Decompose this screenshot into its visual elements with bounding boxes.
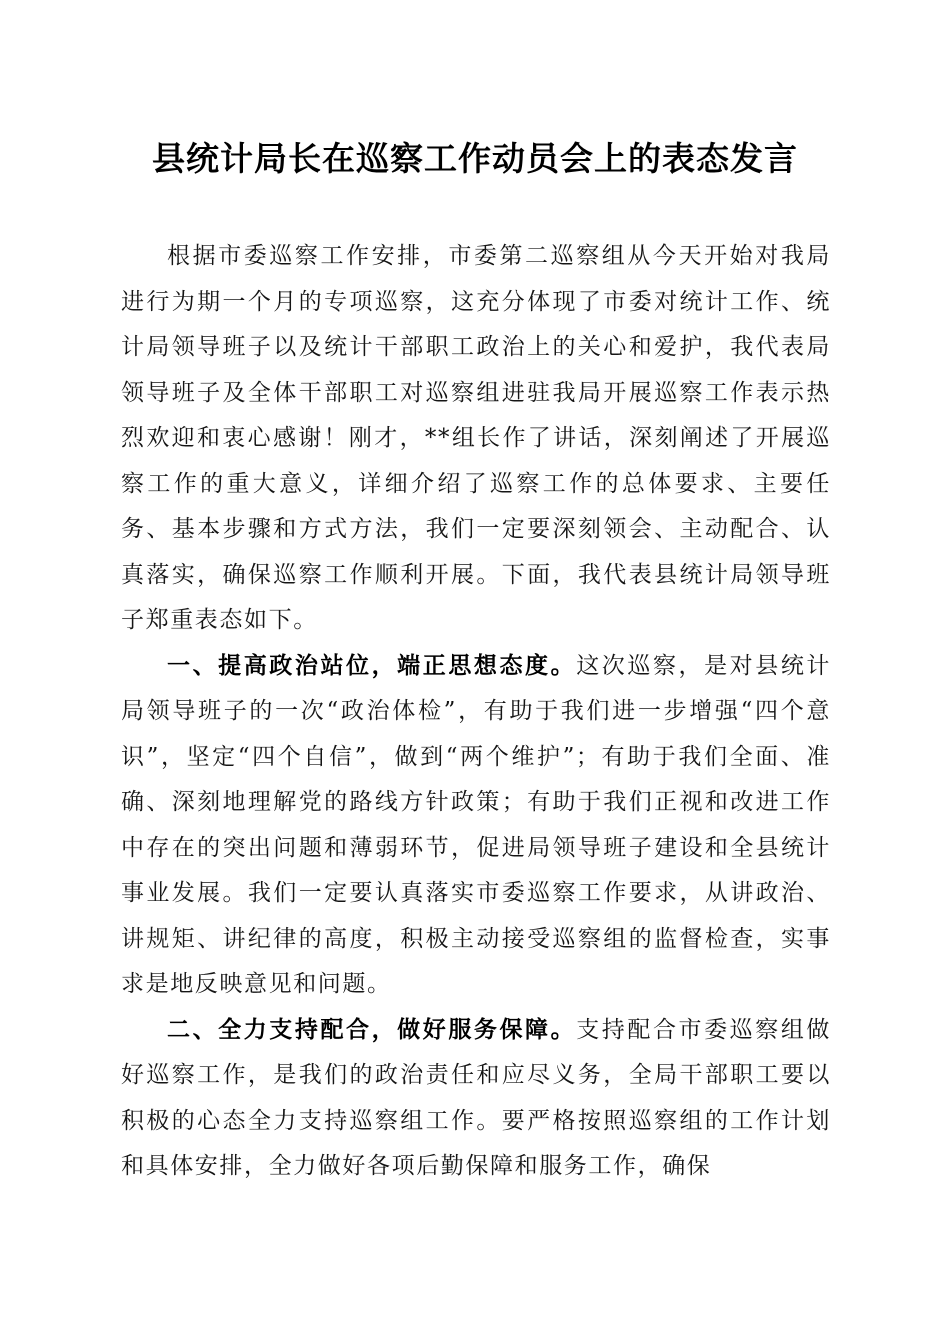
document-title: 县统计局长在巡察工作动员会上的表态发言: [152, 139, 798, 178]
intro-paragraph: [121, 234, 831, 644]
section-one-heading: 一、提高政治站位，端正思想态度。: [167, 652, 577, 679]
intro-paragraph-text: 根据市委巡察工作安排，市委第二巡察组从今天开始对我局进行为期一个月的专项巡察，这充分体现了市委对统计工作、统计局领导班子以及统计干部职工政治上的关心和爱护，我代表局领导班子及全体干部职工对巡察组进驻我局开展巡察工作表示热烈欢迎和衷心感谢！刚才，**组长作了讲话，深刻阐述了开展巡察工作的重大意义，详细介绍了巡察工作的总体要求、主要任务、基本步骤和方式方法，我们一定要深刻领会、主动配合、认真落实，确保巡察工作顺利开展。下面，我代表县统计局领导班子郑重表态如下。: [121, 243, 831, 633]
section-two-text: 支持配合市委巡察组做好巡察工作，是我们的政治责任和应尽义务，全局干部职工要以积极的心态全力支持巡察组工作。要严格按照巡察组的工作计划和具体安排，全力做好各项后勤保障和服务工作，确保: [121, 1016, 831, 1179]
document-body: [121, 234, 831, 1190]
section-one-paragraph: [121, 644, 831, 1008]
section-two-paragraph: [121, 1008, 831, 1190]
section-one-text: 这次巡察，是对县统计局领导班子的一次“政治体检”，有助于我们进一步增强“四个意识”，坚定“四个自信”，做到“两个维护”；有助于我们全面、准确、深刻地理解党的路线方针政策；有助于我们正视和改进工作中存在的突出问题和薄弱环节，促进局领导班子建设和全县统计事业发展。我们一定要认真落实市委巡察工作要求，从讲政治、讲规矩、讲纪律的高度，积极主动接受巡察组的监督检查，实事求是地反映意见和问题。: [121, 652, 831, 997]
section-two-heading: 二、全力支持配合，做好服务保障。: [167, 1016, 577, 1043]
